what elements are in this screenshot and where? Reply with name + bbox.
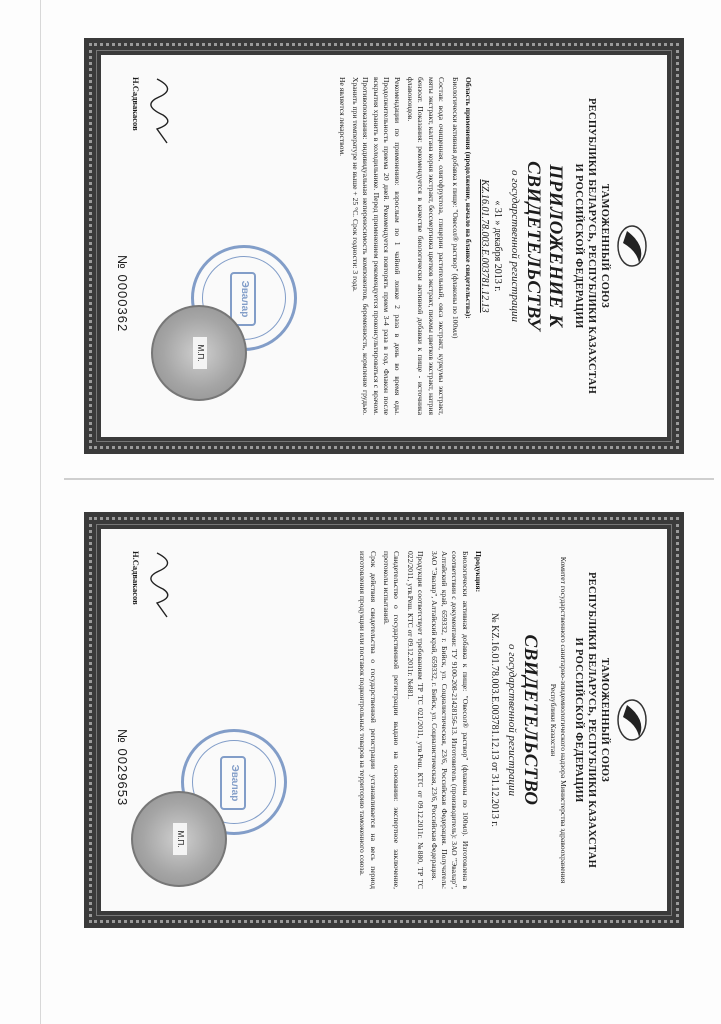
annex-number-value: KZ.16.01.78.003.E.003781.12.13 bbox=[479, 179, 490, 313]
issuing-authority: Комитет государственного санитарно-эпидемиологического надзора Министерства здравоохранения Республики Казахстан bbox=[548, 556, 568, 884]
annex-subtitle: о государственной регистрации bbox=[509, 170, 521, 322]
certificate-title: СВИДЕТЕЛЬСТВО bbox=[520, 634, 542, 806]
union-title-line-2: РЕСПУБЛИКИ БЕЛАРУСЬ, РЕСПУБЛИКИ КАЗАХСТАН bbox=[586, 97, 597, 395]
annex-paragraph: Биологически активная добавка к пище: "Овесол® раствор" (флаконы по 100мл) bbox=[450, 77, 460, 339]
union-title-line-1: ТАМОЖЕННЫЙ СОЮЗ bbox=[599, 183, 610, 309]
union-title-line-1: ТАМОЖЕННЫЙ СОЮЗ bbox=[599, 657, 610, 783]
certificate-signatory-name: Н.Садвакасов bbox=[131, 551, 141, 605]
annex-paragraph: Не является лекарством. bbox=[337, 77, 347, 157]
signature-icon bbox=[149, 77, 179, 147]
stamp-logo: Эвалар bbox=[230, 272, 256, 326]
grey-seal-stamp bbox=[131, 791, 227, 887]
seal-mp-label: М.П. bbox=[193, 337, 207, 369]
certificate-paragraph: Продукция соответствует требованиям ТР ТС 021/2011, утв.Реш. КТС от 09.12.2011г. №880, ТР ТС 022/2011, утв.Реш. КТС от 09.12.2011г. №881. bbox=[405, 551, 426, 889]
certificate-annex-content bbox=[101, 55, 667, 437]
certificate-paragraph: Срок действия свидетельства о государственной регистрации устанавливается на весь период изготовления продукции или поставок подконтрольных товаров на территорию таможенного союза. bbox=[358, 551, 378, 889]
certificate-annex bbox=[84, 38, 684, 454]
certificate-paragraph: Продукция: bbox=[474, 551, 484, 593]
annex-title: ПРИЛОЖЕНИЕ К СВИДЕТЕЛЬСТВУ bbox=[523, 161, 566, 331]
certificate-serial-number: № 0029653 bbox=[115, 729, 130, 807]
union-title-line-3: И РОССИЙСКОЙ ФЕДЕРАЦИИ bbox=[573, 163, 584, 329]
union-title-line-3: И РОССИЙСКОЙ ФЕДЕРАЦИИ bbox=[573, 637, 584, 803]
certificate-main-content bbox=[101, 529, 667, 911]
annex-paragraph: Состав: вода очищенная, олигофруктоза, глицерин растительный, овса экстракт, куркумы экстракт, мяты экстракт, калгана корня экстракт, бессмертника цветков экстракт, пижмы цветков экстракт, натрия бензоат. Показания: рекомендуется в качестве биологически активной добавки к пище - источника флавоноидов. bbox=[405, 77, 447, 415]
annex-number bbox=[479, 77, 490, 415]
certificate-main bbox=[84, 512, 684, 928]
annex-paragraph: Рекомендации по применению: взрослым по 1 чайной ложке 2 раза в день во время еды. Продолжительность приема 20 дней. Рекомендуется повторять прием 3-4 раза в год. Флакон после вскрытия хранить в холодильнике. Перед применением рекомендуется проконсультироваться с врачом. Противопоказания: индивидуальная непереносимость компонентов, беременность, кормление грудью. Хранить при температуре не выше + 25 °С. Срок годности: 3 года. bbox=[350, 77, 402, 415]
annex-signatory-name: Н.Садвакасов bbox=[131, 77, 141, 131]
annex-body bbox=[336, 77, 473, 415]
certificate-main-inner bbox=[101, 529, 667, 911]
seal-mp-label: М.П. bbox=[173, 823, 187, 855]
annex-date-line: « 31 » декабря 2013 г. bbox=[492, 200, 503, 292]
stamp-logo: Эвалар bbox=[220, 756, 246, 810]
certificate-annex-inner bbox=[101, 55, 667, 437]
annex-serial-number: № 0000362 bbox=[115, 255, 130, 333]
signature-icon bbox=[149, 551, 179, 621]
certificate-body bbox=[357, 551, 483, 889]
union-title-line-2: РЕСПУБЛИКИ БЕЛАРУСЬ, РЕСПУБЛИКИ КАЗАХСТАН bbox=[586, 571, 597, 869]
page-divider bbox=[64, 478, 714, 480]
annex-signature-block bbox=[131, 77, 179, 217]
scan-edge-line bbox=[40, 0, 41, 1024]
customs-union-emblem-icon bbox=[615, 697, 649, 743]
customs-union-emblem-icon bbox=[615, 223, 649, 269]
certificate-paragraph: Биологически активная добавка к пище: "Овесол® раствор" (флаконы по 100мл). Изготовлена в соответствии с документами: ТУ 9100-208-21428156-13. Изготовитель (производитель): ЗАО "Эвалар", Алтайский край, 659332, г. Бийск, ул. Социалистическая, 23/6, Российская Федерация. Получатель: ЗАО "Эвалар", Алтайский край, 659332, г. Бийск, ул. Социалистическая, 23/6, Российская Федерация. bbox=[429, 551, 470, 889]
certificate-signature-block bbox=[131, 551, 179, 691]
grey-seal-stamp bbox=[151, 305, 247, 401]
certificate-subtitle: о государственной регистрации bbox=[506, 644, 519, 796]
certificate-number-line: № KZ.16.01.78.003.E.003781.12.13 от 31.12.2013 г. bbox=[489, 613, 501, 827]
certificate-paragraph: Свидетельство о государственной регистрации выдано на основании: экспертное заключение, протоколы испытаний. bbox=[381, 551, 402, 889]
annex-intro: Область применения (продолжение, начало на бланке свидетельства): bbox=[464, 77, 473, 319]
